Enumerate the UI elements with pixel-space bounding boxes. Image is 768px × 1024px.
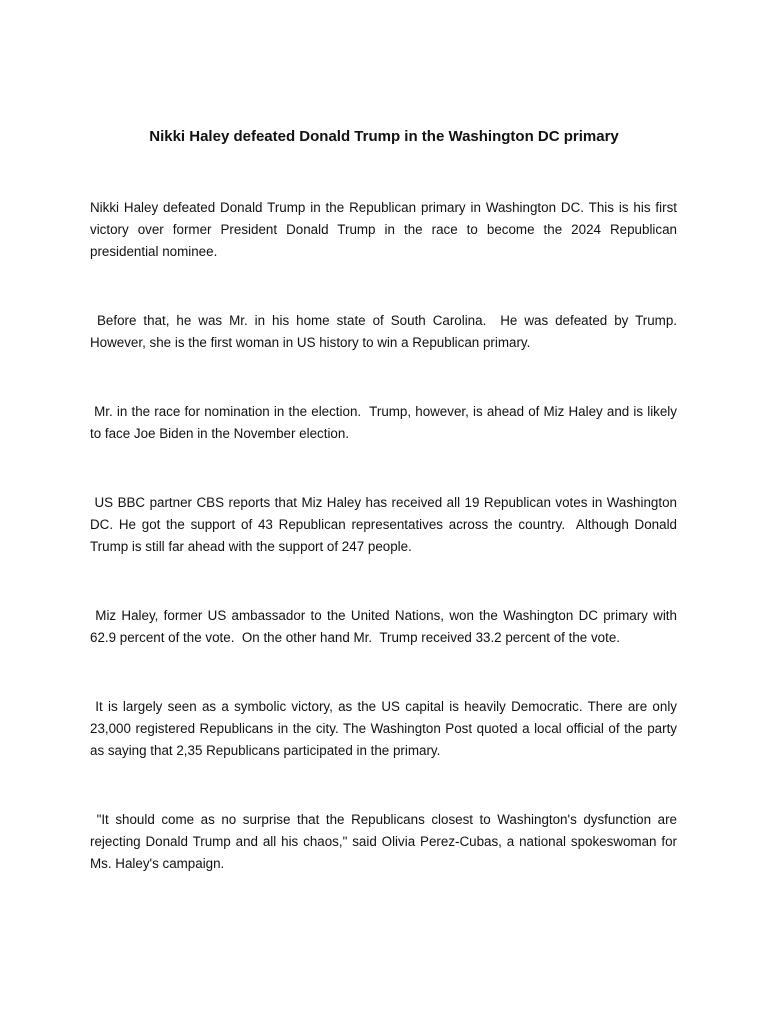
document-title: Nikki Haley defeated Donald Trump in the Washington DC primary	[149, 128, 619, 145]
paragraph-3: Mr. in the race for nomination in the election. Trump, however, is ahead of Miz Haley and is likely to face Joe Biden in the November election.	[90, 404, 681, 441]
paragraph-2: Before that, he was Mr. in his home state of South Carolina. He was defeated by Trump. However, she is the first woman in US history to win a Republican primary.	[90, 313, 681, 350]
paragraph-4: US BBC partner CBS reports that Miz Haley has received all 19 Republican votes in Washington DC. He got the support of 43 Republican representatives across the country. Although Donald Trump is still far ahead with the support of 247 people.	[90, 495, 681, 554]
paragraph-7: "It should come as no surprise that the Republicans closest to Washington's dysfunction are rejecting Donald Trump and all his chaos," said Olivia Perez-Cubas, a national spokeswoman for Ms. Haley's campaign.	[90, 812, 681, 871]
paragraph-6: It is largely seen as a symbolic victory, as the US capital is heavily Democratic. There are only 23,000 registered Republicans in the city. The Washington Post quoted a local official of the party as saying that 2,35 Republicans participated in the primary.	[90, 699, 681, 758]
paragraph-1: Nikki Haley defeated Donald Trump in the Republican primary in Washington DC. This is his first victory over former President Donald Trump in the race to become the 2024 Republican presidential nominee.	[90, 200, 681, 259]
paragraph-5: Miz Haley, former US ambassador to the United Nations, won the Washington DC primary with 62.9 percent of the vote. On the other hand Mr. Trump received 33.2 percent of the vote.	[90, 608, 681, 645]
